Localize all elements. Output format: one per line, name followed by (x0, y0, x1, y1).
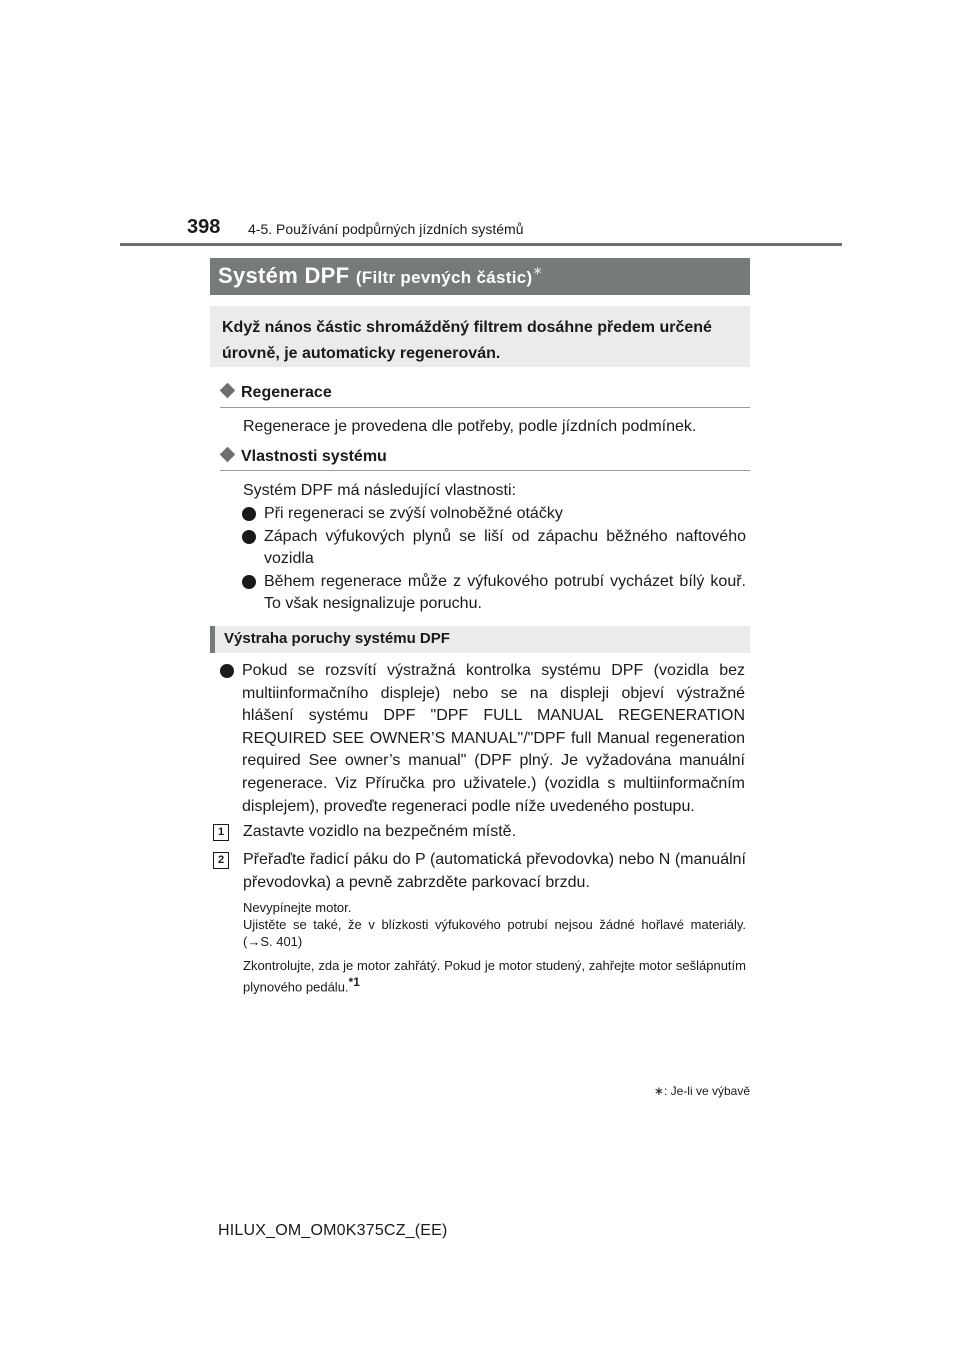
intro-box (210, 306, 750, 367)
step-1-badge: 1 (213, 824, 229, 841)
diamond-icon (220, 383, 236, 399)
heading-regenerace-label: Regenerace (241, 384, 332, 401)
note-warmup-text: Zkontrolujte, zda je motor zahřátý. Pokud je motor studený, zahřejte motor sešlápnutím plynového pedálu. (243, 958, 746, 995)
heading-regenerace-rule (220, 407, 750, 408)
note-engine: Nevypínejte motor. (243, 900, 352, 915)
asterisk-icon: ∗ (532, 263, 543, 278)
warning-accent (210, 626, 215, 653)
footer-doc-id: HILUX_OM_OM0K375CZ_(EE) (218, 1222, 448, 1239)
list-item-text: Zápach výfukových plynů se liší od zápachu běžného naftového vozidla (264, 528, 746, 567)
list-item-text: Během regenerace může z výfukového potrubí vycházet bílý kouř. To však nesignalizuje poruchu. (264, 573, 746, 612)
footnote: ∗: Je-li ve výbavě (653, 1084, 750, 1098)
intro-text: Když nános částic shromážděný filtrem dosáhne předem určené úrovně, je automaticky regenerován. (222, 319, 712, 362)
section-title (218, 263, 543, 289)
footnote-ref: *1 (348, 975, 360, 989)
section-title-bar (210, 258, 750, 295)
heading-vlastnosti-label: Vlastnosti systému (241, 448, 387, 465)
vlastnosti-lead: Systém DPF má následující vlastnosti: (243, 482, 516, 499)
heading-vlastnosti (220, 448, 387, 466)
bullet-icon (242, 507, 256, 521)
section-title-main: Systém DPF (218, 263, 350, 288)
section-title-paren: (Filtr pevných částic) (355, 268, 533, 287)
regenerace-text: Regenerace je provedena dle potřeby, podle jízdních podmínek. (243, 418, 697, 435)
bullet-icon (220, 664, 234, 678)
step-2-badge: 2 (213, 852, 229, 869)
chapter-title: 4-5. Používání podpůrných jízdních systémů (248, 221, 524, 237)
diamond-icon (220, 447, 236, 463)
list-item-text: Při regeneraci se zvýší volnoběžné otáčky (264, 505, 563, 522)
step-2-text: Přeřaďte řadicí páku do P (automatická převodovka) nebo N (manuální převodovka) a pevně zabrzděte parkovací brzdu. (243, 851, 746, 891)
page-number: 398 (187, 216, 221, 238)
note-flammable: Ujistěte se také, že v blízkosti výfukového potrubí nejsou žádné hořlavé materiály. (→S. 401) (243, 917, 746, 949)
bullet-icon (242, 530, 256, 544)
step-1-text: Zastavte vozidlo na bezpečném místě. (243, 823, 517, 840)
bullet-icon (242, 575, 256, 589)
heading-regenerace (220, 384, 332, 402)
warning-heading: Výstraha poruchy systému DPF (224, 630, 450, 647)
note-warmup (243, 957, 746, 995)
heading-vlastnosti-rule (220, 470, 750, 471)
warning-heading-bar (210, 626, 750, 653)
header-rule (120, 243, 842, 246)
warning-bullet-text: Pokud se rozsvítí výstražná kontrolka systému DPF (vozidla bez multiinformačního displeje) nebo se na displeji objeví výstražné hlášení systému DPF "DPF FULL MANUAL REGENERATION REQUIRED SEE OWNER’S MANUAL"/"DPF full Manual regeneration required See owner’s manual" (DPF plný. Je vyžadována manuální regenerace. Viz Příručka pro uživatele.) (vozidla s multiinformačním displejem), proveďte regeneraci podle níže uvedeného postupu. (242, 662, 745, 815)
